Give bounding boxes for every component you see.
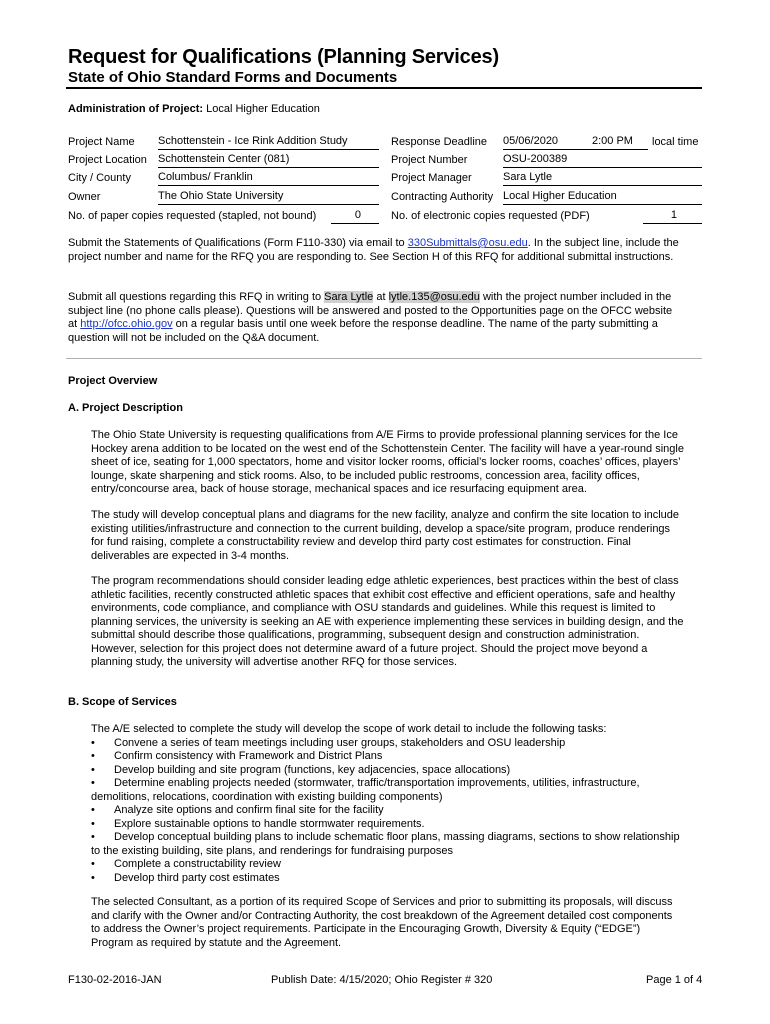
project-location-label: Project Location <box>68 154 147 166</box>
paragraph-line: to address the Owner’s project requirements. Participate in the Encouraging Growth, Diversity & Equity (“EDGE”) <box>91 923 641 935</box>
scope-list <box>91 723 680 885</box>
project-manager-label: Project Manager <box>391 172 472 184</box>
electronic-copies-field[interactable] <box>643 209 702 224</box>
scope-item <box>91 804 680 818</box>
questions-paragraph <box>68 291 672 345</box>
scope-item-text: Develop conceptual building plans to include schematic floor plans, massing diagrams, sections to show relationship <box>114 831 680 843</box>
response-deadline-label: Response Deadline <box>391 136 488 148</box>
local-time-label: local time <box>652 136 699 148</box>
response-date: 05/06/2020 <box>503 135 559 147</box>
project-name-field[interactable]: Schottenstein - Ice Rink Addition Study <box>158 135 379 150</box>
footer-page-number: Page 1 of 4 <box>646 974 703 986</box>
bullet-icon: • <box>91 777 95 789</box>
paragraph-line: The study will develop conceptual plans and diagrams for the new facility, analyze and confirm the site location to include <box>91 509 680 521</box>
scope-item-text: Explore sustainable options to handle stormwater requirements. <box>114 817 425 830</box>
paper-copies-label: No. of paper copies requested (stapled, not bound) <box>68 210 317 222</box>
document-title: Request for Qualifications (Planning Services) <box>68 46 499 68</box>
contracting-authority-label: Contracting Authority <box>391 191 494 203</box>
bullet-icon: • <box>91 763 95 776</box>
scope-item-text: Develop third party cost estimates <box>114 871 280 884</box>
scope-item-continuation: to the existing building, site plans, and renderings for fundraising purposes <box>91 844 454 857</box>
description-paragraph-2 <box>91 509 679 563</box>
bullet-icon: • <box>91 736 95 749</box>
scope-item <box>91 858 680 872</box>
footer-form-id: F130-02-2016-JAN <box>68 974 162 986</box>
project-overview-heading: Project Overview <box>68 375 158 387</box>
questions-text: question will not be included on the Q&A document. <box>68 331 320 344</box>
bullet-icon: • <box>91 750 95 762</box>
paragraph-line: Program as required by statute and the Agreement. <box>91 936 342 949</box>
scope-closing-paragraph <box>91 896 672 950</box>
owner-field[interactable]: The Ohio State University <box>158 190 379 205</box>
paper-copies-field[interactable] <box>331 209 379 224</box>
paragraph-line: for fund raising, complete a constructability review and develop third party cost estimates for construction. Final <box>91 536 631 548</box>
response-time: 2:00 PM <box>592 135 633 147</box>
contracting-authority-field[interactable]: Local Higher Education <box>503 190 702 205</box>
paragraph-line: existing utilities/infrastructure and connection to the current building, develop a space/site program, produce renderings <box>91 522 671 535</box>
paragraph-line: lounge, skate sharpening and stick rooms. Also, to be included public restrooms, concession area, facility offices, <box>91 469 640 482</box>
bullet-icon: • <box>91 831 95 843</box>
project-number-label: Project Number <box>391 154 468 166</box>
scope-item-text: Confirm consistency with Framework and District Plans <box>114 750 383 762</box>
submit-paragraph <box>68 237 679 264</box>
paragraph-line: sheet of ice, seating for 1,000 spectators, home and visitor locker rooms, official’s locker rooms, coaches’ offices, players’ <box>91 456 681 468</box>
response-deadline-field[interactable] <box>503 135 648 150</box>
submittals-email-link[interactable]: 330Submittals@osu.edu <box>407 237 528 249</box>
bullet-icon: • <box>91 858 95 870</box>
paragraph-line: Hockey arena addition to be located on the west end of the Schottenstein Center. The facility will have a year-round single <box>91 442 684 455</box>
paragraph-line: and clarify with the Owner and/or Contracting Authority, the cost breakdown of the Agreement detailed cost components <box>91 909 673 922</box>
paragraph-line: planning services, the university is seeking an AE with experience implementing these services in building design, and the <box>91 615 684 628</box>
questions-text: on a regular basis until one week before the response deadline. The name of the party submitting a <box>172 318 658 330</box>
paragraph-line: The Ohio State University is requesting qualifications from A/E Firms to provide professional planning services for the Ice <box>91 429 678 441</box>
scope-item-continuation: demolitions, relocations, coordination with existing building components) <box>91 790 443 803</box>
ofcc-website-link[interactable]: http://ofcc.ohio.gov <box>80 318 173 330</box>
project-name-label: Project Name <box>68 136 135 148</box>
bullet-icon: • <box>91 817 95 830</box>
paragraph-line: planning study, the university will advertise another RFQ for those services. <box>91 656 458 668</box>
document-subtitle: State of Ohio Standard Forms and Documents <box>68 69 398 86</box>
bullet-icon: • <box>91 804 95 816</box>
questions-text: Submit all questions regarding this RFQ in writing to <box>68 291 325 303</box>
questions-text: at <box>373 291 389 303</box>
questions-text: subject line (no phone calls please). Questions will be answered and posted to the Opportunities page on the OFCC website <box>68 304 673 317</box>
electronic-copies-label: No. of electronic copies requested (PDF) <box>391 210 590 222</box>
administration-line <box>68 103 320 117</box>
section-a-heading: A. Project Description <box>68 402 183 414</box>
paragraph-line: deliverables are expected in 3-4 months. <box>91 549 290 562</box>
paragraph-line: environments, code compliance, and compliance with OSU standards and guidelines. While this request is limited to <box>91 602 656 614</box>
contact-name-highlight: Sara Lytle <box>324 291 374 303</box>
administration-label: Administration of Project: <box>68 103 204 115</box>
section-divider <box>66 358 702 359</box>
electronic-copies-value: 1 <box>670 209 677 221</box>
submit-text: project number and name for the RFQ you are responding to. See Section H of this RFQ for additional submittal instructions. <box>68 250 674 263</box>
questions-text: at <box>68 318 81 330</box>
section-b-heading: B. Scope of Services <box>68 696 177 708</box>
owner-label: Owner <box>68 191 101 203</box>
scope-item <box>91 737 680 751</box>
scope-item <box>91 764 680 778</box>
header-rule <box>66 87 702 89</box>
paragraph-line: The program recommendations should consider leading edge athletic experiences, best practices within the best of class <box>91 575 679 587</box>
bullet-icon: • <box>91 871 95 884</box>
scope-item-text: Complete a constructability review <box>114 858 281 870</box>
description-paragraph-3 <box>91 575 684 670</box>
scope-item-text: Analyze site options and confirm final site for the facility <box>114 804 384 816</box>
scope-item <box>91 777 680 791</box>
paper-copies-value: 0 <box>354 209 361 221</box>
questions-text: with the project number included in the <box>479 291 672 303</box>
administration-value: Local Higher Education <box>206 103 320 115</box>
scope-item <box>91 872 680 886</box>
city-county-label: City / County <box>68 172 131 184</box>
scope-item <box>91 831 680 845</box>
scope-item-text: Convene a series of team meetings including user groups, stakeholders and OSU leadership <box>114 736 566 749</box>
project-location-field[interactable]: Schottenstein Center (081) <box>158 153 379 168</box>
footer-publish-date: Publish Date: 4/15/2020; Ohio Register # 320 <box>271 974 493 986</box>
scope-item <box>91 750 680 764</box>
paragraph-line: entry/concourse area, back of house storage, mechanical spaces and ice resurfacing equipment area. <box>91 483 587 495</box>
project-manager-field[interactable]: Sara Lytle <box>503 171 702 186</box>
scope-item <box>91 818 680 832</box>
scope-item-text: Determine enabling projects needed (stormwater, traffic/transportation improvements, utilities, infrastructure, <box>114 777 640 789</box>
submit-text: Submit the Statements of Qualifications (Form F110-330) via email to <box>68 237 408 249</box>
scope-intro: The A/E selected to complete the study will develop the scope of work detail to include the following tasks: <box>91 723 607 735</box>
contact-email-highlight: lytle.135@osu.edu <box>388 291 480 303</box>
scope-item-text: Develop building and site program (functions, key adjacencies, space allocations) <box>114 763 511 776</box>
paragraph-line: athletic facilities, recently constructed athletic spaces that exhibit cost effective and efficient operations, safe and healthy <box>91 588 676 601</box>
project-number-field[interactable]: OSU-200389 <box>503 153 702 168</box>
paragraph-line: The selected Consultant, as a portion of its required Scope of Services and prior to submitting its proposals, will discuss <box>91 896 673 908</box>
submit-text: . In the subject line, include the <box>527 237 679 249</box>
paragraph-line: However, selection for this project does not determine award of a future project. Should the project move beyond a <box>91 642 648 655</box>
description-paragraph-1 <box>91 429 684 497</box>
city-county-field[interactable]: Columbus/ Franklin <box>158 171 379 186</box>
paragraph-line: submittal should describe those qualifications, programming, subsequent design and construction administration. <box>91 629 640 641</box>
